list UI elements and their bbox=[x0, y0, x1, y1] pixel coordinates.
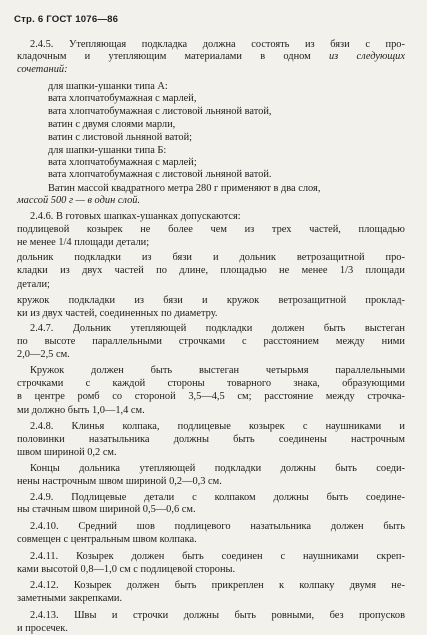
word: соедине- bbox=[366, 492, 405, 503]
word: Клинья bbox=[71, 421, 105, 432]
text-line: ватин с двумя слоями марли, bbox=[48, 119, 176, 130]
text-line: ками высотой 0,8—1,0 см с подлицевой стороны. bbox=[17, 564, 236, 575]
word: дольник bbox=[239, 252, 276, 263]
text-line: вата хлопчатобумажная с марлей, bbox=[48, 93, 197, 104]
word: быть bbox=[326, 492, 349, 503]
text-line bbox=[17, 336, 405, 348]
word: соеди- bbox=[376, 463, 405, 474]
word: не- bbox=[391, 580, 405, 591]
word: подкладка bbox=[141, 39, 188, 50]
text-line bbox=[17, 434, 405, 446]
word: должны bbox=[183, 610, 219, 621]
word: скреп- bbox=[376, 551, 405, 562]
word: строчками bbox=[17, 378, 64, 389]
word: подлицевой bbox=[17, 224, 70, 235]
text-line: Ватин массой квадратного метра 280 г применяют в два слоя, bbox=[48, 183, 321, 194]
word: из bbox=[60, 265, 70, 276]
word: с bbox=[85, 378, 91, 389]
word: 2.4.7. bbox=[30, 323, 54, 334]
word: из bbox=[134, 295, 145, 306]
word: высоте bbox=[44, 336, 76, 347]
word: товарного bbox=[226, 378, 272, 389]
word: трех bbox=[271, 224, 292, 235]
word: из bbox=[328, 51, 339, 62]
text-line: массой 500 г — в один слой. bbox=[17, 195, 141, 206]
word: утепляющим bbox=[108, 51, 167, 62]
word: соединены bbox=[278, 434, 327, 445]
word: выстеган bbox=[364, 323, 405, 334]
word: 3,5—4,5 bbox=[188, 391, 225, 402]
word: ровными, bbox=[271, 610, 315, 621]
word: образующими bbox=[342, 378, 405, 389]
word: быть bbox=[174, 580, 197, 591]
word: ними bbox=[381, 336, 405, 347]
text-line bbox=[30, 39, 405, 51]
word: быть bbox=[383, 521, 405, 532]
word: детали bbox=[144, 492, 175, 503]
word: настрочным bbox=[351, 434, 405, 445]
text-line bbox=[17, 252, 405, 264]
word: козырек bbox=[86, 224, 123, 235]
word: по bbox=[156, 265, 167, 276]
text-line: и просечек. bbox=[17, 623, 68, 634]
text-line bbox=[17, 265, 405, 277]
word: из bbox=[304, 39, 315, 50]
word: Подлицевые bbox=[71, 492, 127, 503]
text-line: ки из двух частей, соединенных по диаметру. bbox=[17, 308, 218, 319]
word: 2.4.11. bbox=[30, 551, 59, 562]
text-line: 2.4.6. В готовых шапках-ушанках допускаются: bbox=[30, 211, 241, 222]
word: подлицевые bbox=[177, 421, 231, 432]
word: Кружок bbox=[30, 365, 65, 376]
word: в bbox=[17, 391, 22, 402]
word: материалами bbox=[184, 51, 242, 62]
word: не bbox=[279, 265, 290, 276]
word: с bbox=[365, 39, 370, 50]
word: между bbox=[325, 391, 355, 402]
word: 2.4.12. bbox=[30, 580, 59, 591]
word: должны bbox=[273, 492, 309, 503]
word: в bbox=[260, 51, 266, 62]
word: кладки bbox=[17, 265, 48, 276]
word: быть bbox=[323, 323, 346, 334]
word: следующих bbox=[356, 51, 405, 62]
page-header: Стр. 6 ГОСТ 1076—86 bbox=[14, 14, 119, 25]
text-line bbox=[17, 224, 405, 236]
word: частей bbox=[114, 265, 144, 276]
word: без bbox=[329, 610, 344, 621]
word: Дольник bbox=[72, 323, 112, 334]
word: к bbox=[279, 580, 285, 591]
word: с bbox=[192, 492, 197, 503]
word: и bbox=[111, 610, 118, 621]
word: строчка- bbox=[367, 391, 405, 402]
word: стороной bbox=[134, 391, 176, 402]
text-line bbox=[30, 323, 405, 335]
text-line: вата хлопчатобумажная с листовой льняной ватой. bbox=[48, 169, 272, 180]
word: Концы bbox=[30, 463, 60, 474]
word: соединен bbox=[221, 551, 263, 562]
word: кружок bbox=[17, 295, 50, 306]
word: четырьмя bbox=[265, 365, 309, 376]
word: подкладки bbox=[214, 463, 262, 474]
word: колпаку bbox=[299, 580, 335, 591]
text-line bbox=[30, 610, 405, 622]
word: Козырек bbox=[76, 551, 114, 562]
text-line: вата хлопчатобумажная с листовой льняной ватой, bbox=[48, 106, 272, 117]
word: строчками bbox=[178, 336, 226, 347]
word: козырек bbox=[249, 421, 285, 432]
word: дольник bbox=[17, 252, 54, 263]
text-line bbox=[17, 378, 405, 390]
word: не bbox=[140, 224, 151, 235]
text-line: нены настрочным швом шириной 0,2—0,3 см. bbox=[17, 476, 222, 487]
word: чем bbox=[210, 224, 227, 235]
word: со bbox=[112, 391, 123, 402]
word: бязи bbox=[172, 252, 192, 263]
word: 1/3 bbox=[339, 265, 354, 276]
word: 2.4.5. bbox=[30, 39, 54, 50]
word: между bbox=[335, 336, 365, 347]
word: кружок bbox=[226, 295, 260, 306]
word: центре bbox=[34, 391, 65, 402]
word: двух bbox=[82, 265, 103, 276]
word: наушниками bbox=[325, 421, 382, 432]
text-line bbox=[30, 521, 405, 533]
word: расстоянием bbox=[263, 336, 320, 347]
word: должен bbox=[131, 551, 165, 562]
word: площади bbox=[365, 265, 405, 276]
text-line: ватин с листовой льняной ватой; bbox=[48, 132, 193, 143]
word: состоять bbox=[251, 39, 290, 50]
word: быть bbox=[335, 463, 357, 474]
word: 2.4.9. bbox=[30, 492, 54, 503]
word: утепляющей bbox=[130, 323, 187, 334]
word: быть bbox=[182, 551, 204, 562]
word: бязи bbox=[163, 295, 183, 306]
word: 2.4.13. bbox=[30, 610, 59, 621]
word: с bbox=[302, 421, 308, 432]
word: двумя bbox=[349, 580, 376, 591]
word: 2.4.8. bbox=[30, 421, 54, 432]
word: площадью bbox=[358, 224, 405, 235]
word: площадью bbox=[220, 265, 267, 276]
word: прикреплен bbox=[211, 580, 264, 591]
word: колпака, bbox=[122, 421, 160, 432]
word: Швы bbox=[74, 610, 97, 621]
word: Утепляющая bbox=[68, 39, 127, 50]
text-line: для шапки-ушанки типа Б: bbox=[48, 145, 167, 156]
word: быть bbox=[150, 365, 173, 376]
word: и bbox=[84, 51, 91, 62]
word: с bbox=[241, 336, 247, 347]
text-line bbox=[17, 391, 405, 403]
word: по bbox=[17, 336, 28, 347]
word: Средний bbox=[78, 521, 117, 532]
word: быть bbox=[233, 434, 255, 445]
text-line: ми должно быть 1,0—1,4 см. bbox=[17, 405, 145, 416]
word: ветрозащитной bbox=[296, 252, 365, 263]
text-line: не менее 1/4 площади детали; bbox=[17, 237, 150, 248]
word: должен bbox=[330, 521, 364, 532]
word: бязи bbox=[330, 39, 350, 50]
text-line: детали; bbox=[17, 279, 50, 290]
word: из bbox=[244, 224, 255, 235]
text-line bbox=[30, 365, 405, 377]
word: назатыльника bbox=[88, 434, 150, 445]
word: должны bbox=[173, 434, 209, 445]
word: подкладки bbox=[205, 323, 253, 334]
word: ромб bbox=[77, 391, 100, 402]
word: из bbox=[141, 252, 152, 263]
text-line: вата хлопчатобумажная с марлей; bbox=[48, 157, 197, 168]
word: должен bbox=[91, 365, 124, 376]
word: менее bbox=[301, 265, 328, 276]
text-line bbox=[30, 580, 405, 592]
text-line bbox=[30, 492, 405, 504]
word: и bbox=[399, 421, 405, 432]
word: параллельными bbox=[335, 365, 405, 376]
text-line bbox=[17, 295, 405, 307]
word: должен bbox=[126, 580, 160, 591]
word: наушниками bbox=[302, 551, 359, 562]
word: подкладки bbox=[68, 295, 116, 306]
word: знака, bbox=[293, 378, 320, 389]
word: проклад- bbox=[365, 295, 405, 306]
text-line: для шапки-ушанки типа А: bbox=[48, 81, 168, 92]
word: быть bbox=[234, 610, 257, 621]
word: и bbox=[202, 295, 208, 306]
word: длине, bbox=[179, 265, 209, 276]
word: подкладки bbox=[74, 252, 121, 263]
text-line: ны стачным швом шириной 0,5—0,6 см. bbox=[17, 504, 196, 515]
word: должен bbox=[271, 323, 305, 334]
word: шов bbox=[136, 521, 155, 532]
word: про- bbox=[385, 39, 405, 50]
word: параллельными bbox=[92, 336, 162, 347]
word: дольника bbox=[79, 463, 121, 474]
word: утепляющей bbox=[139, 463, 196, 474]
word: Козырек bbox=[73, 580, 112, 591]
text-line: заметными закрепками. bbox=[17, 593, 123, 604]
word: и bbox=[212, 252, 219, 263]
word: должна bbox=[202, 39, 236, 50]
word: кладочным bbox=[17, 51, 67, 62]
word: см; bbox=[237, 391, 252, 402]
word: назатыльника bbox=[250, 521, 312, 532]
word: расстояние bbox=[264, 391, 314, 402]
word: выстеган bbox=[198, 365, 240, 376]
word: подлицевого bbox=[174, 521, 231, 532]
text-line: сочетаний: bbox=[17, 64, 68, 75]
word: строчки bbox=[132, 610, 169, 621]
text-line bbox=[17, 51, 405, 63]
word: с bbox=[280, 551, 286, 562]
word: 2.4.10. bbox=[30, 521, 59, 532]
text-line: 2,0—2,5 см. bbox=[17, 349, 70, 360]
word: частей, bbox=[309, 224, 341, 235]
text-line bbox=[30, 463, 405, 475]
text-line: швом шириной 0,2 см. bbox=[17, 447, 117, 458]
word: более bbox=[168, 224, 193, 235]
word: стороны bbox=[167, 378, 205, 389]
word: ветрозащитной bbox=[278, 295, 347, 306]
word: одном bbox=[283, 51, 311, 62]
word: половинки bbox=[17, 434, 65, 445]
word: должны bbox=[280, 463, 316, 474]
word: каждой bbox=[112, 378, 146, 389]
word: про- bbox=[385, 252, 405, 263]
word: колпаком bbox=[214, 492, 256, 503]
word: пропусков bbox=[359, 610, 405, 621]
text-line bbox=[30, 421, 405, 433]
text-line bbox=[30, 551, 405, 563]
text-line: совмещен с центральным швом колпака. bbox=[17, 534, 197, 545]
